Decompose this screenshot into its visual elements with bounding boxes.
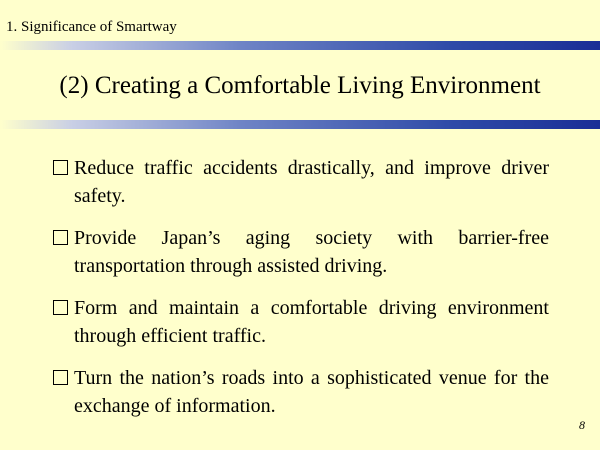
square-bullet-icon <box>53 300 68 315</box>
bottom-gradient-bar <box>0 120 600 129</box>
bullet-item <box>52 294 549 350</box>
bullet-text: Form and maintain a comfortable driving environment through efficient traffic. <box>74 297 549 347</box>
bullet-item <box>52 224 549 280</box>
top-gradient-bar <box>0 41 600 50</box>
square-bullet-icon <box>53 370 68 385</box>
page-number: 8 <box>579 418 585 432</box>
slide-title: (2) Creating a Comfortable Living Environment <box>59 72 541 99</box>
bullet-text: Provide Japan’s aging society with barrier-free transportation through assisted driving. <box>74 227 549 277</box>
bullet-list <box>52 154 549 420</box>
bullet-text: Reduce traffic accidents drastically, and improve driver safety. <box>74 157 549 207</box>
square-bullet-icon <box>53 230 68 245</box>
bullet-item <box>52 154 549 210</box>
bullet-item <box>52 364 549 420</box>
section-label: 1. Significance of Smartway <box>6 19 177 35</box>
bullet-text: Turn the nation’s roads into a sophisticated venue for the exchange of information. <box>74 367 549 417</box>
square-bullet-icon <box>53 160 68 175</box>
